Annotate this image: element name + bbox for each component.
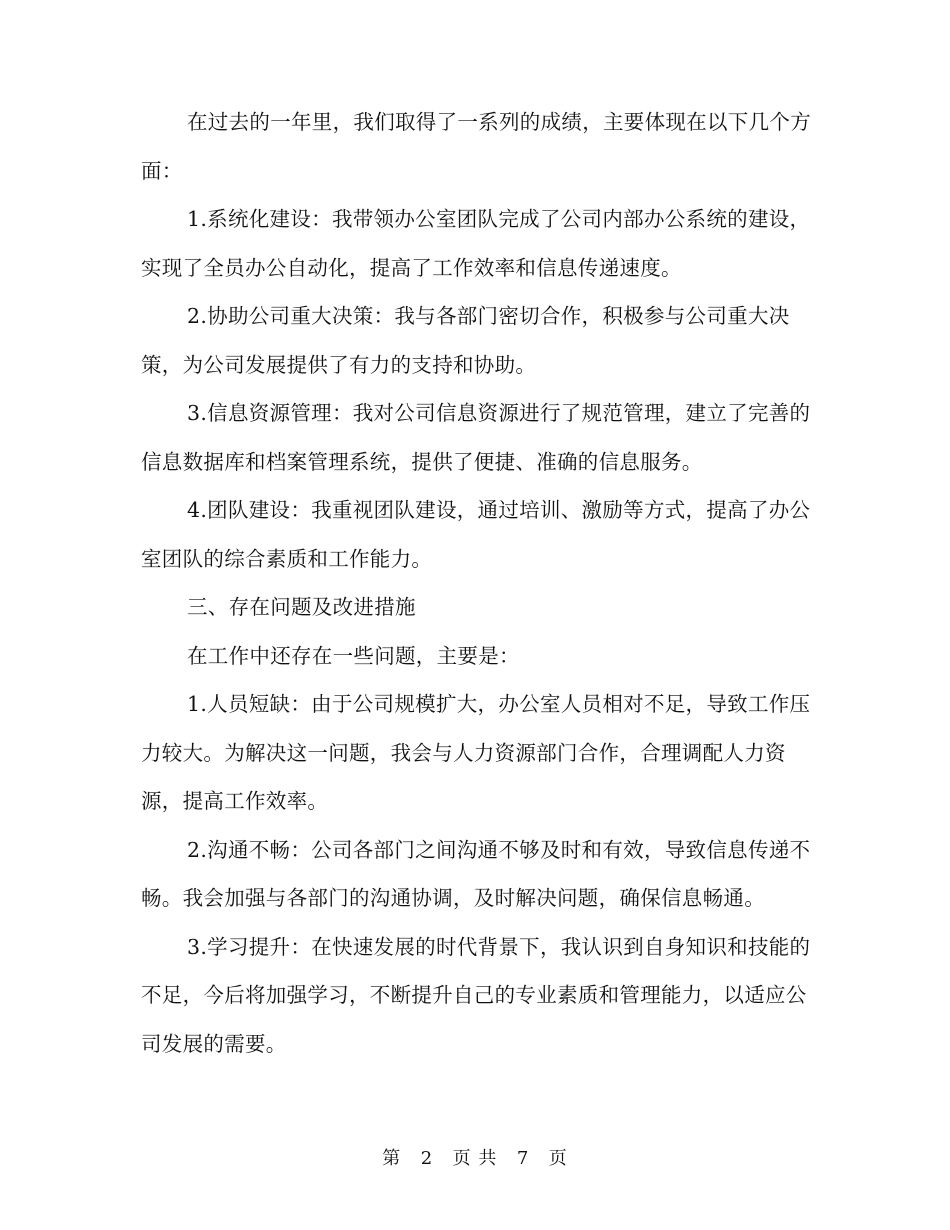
footer-total-pages: 7 <box>516 1148 530 1169</box>
paragraph-item-staff-shortage: 1.人员短缺：由于公司规模扩大，办公室人员相对不足，导致工作压力较大。为解决这一问题，我会与人力资源部门合作，合理调配人力资源，提高工作效率。 <box>141 692 811 813</box>
paragraph-item-information-management: 3.信息资源管理：我对公司信息资源进行了规范管理，建立了完善的信息数据库和档案管理系统，提供了便捷、准确的信息服务。 <box>141 401 811 474</box>
paragraph-intro: 在过去的一年里，我们取得了一系列的成绩，主要体现在以下几个方面： <box>141 110 811 183</box>
paragraph-item-communication: 2.沟通不畅：公司各部门之间沟通不够及时和有效，导致信息传递不畅。我会加强与各部门的沟通协调，及时解决问题，确保信息畅通。 <box>141 837 811 910</box>
paragraph-problems-intro: 在工作中还存在一些问题，主要是： <box>187 643 520 668</box>
page-footer <box>0 1144 950 1174</box>
paragraph-item-system-building: 1.系统化建设：我带领办公室团队完成了公司内部办公系统的建设，实现了全员办公自动化，提高了工作效率和信息传递速度。 <box>141 207 811 280</box>
footer-middle: 页 共 <box>452 1148 498 1169</box>
paragraph-item-team-building: 4.团队建设：我重视团队建设，通过培训、激励等方式，提高了办公室团队的综合素质和工作能力。 <box>141 498 811 571</box>
footer-current-page: 2 <box>420 1148 434 1169</box>
section-heading-problems: 三、存在问题及改进措施 <box>187 595 416 619</box>
paragraph-item-decision-support: 2.协助公司重大决策：我与各部门密切合作，积极参与公司重大决策，为公司发展提供了有力的支持和协助。 <box>141 304 790 377</box>
paragraph-item-learning: 3.学习提升：在快速发展的时代背景下，我认识到自身知识和技能的不足，今后将加强学习，不断提升自己的专业素质和管理能力，以适应公司发展的需要。 <box>141 934 811 1056</box>
document-body <box>141 98 811 1068</box>
footer-suffix: 页 <box>548 1148 568 1169</box>
footer-prefix: 第 <box>382 1148 402 1169</box>
